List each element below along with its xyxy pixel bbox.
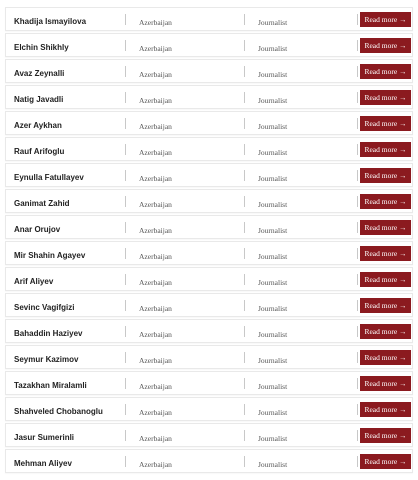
column-divider	[244, 430, 245, 441]
column-divider	[244, 92, 245, 103]
person-role: Journalist	[258, 122, 288, 131]
column-divider	[125, 352, 126, 363]
column-divider	[357, 456, 358, 467]
person-name: Rauf Arifoglu	[14, 147, 65, 156]
person-role: Journalist	[258, 382, 288, 391]
column-divider	[357, 92, 358, 103]
column-divider	[357, 430, 358, 441]
column-divider	[357, 40, 358, 51]
list-item	[5, 293, 413, 317]
person-name: Eynulla Fatullayev	[14, 173, 84, 182]
column-divider	[125, 326, 126, 337]
read-more-button[interactable]: Read more →	[360, 350, 411, 365]
column-divider	[244, 66, 245, 77]
column-divider	[357, 66, 358, 77]
read-more-button[interactable]: Read more →	[360, 142, 411, 157]
column-divider	[125, 92, 126, 103]
read-more-button[interactable]: Read more →	[360, 298, 411, 313]
list-item	[5, 33, 413, 57]
column-divider	[244, 196, 245, 207]
person-name: Khadija Ismayilova	[14, 17, 87, 26]
column-divider	[125, 40, 126, 51]
person-role: Journalist	[258, 96, 288, 105]
column-divider	[244, 144, 245, 155]
person-name: Arif Aliyev	[14, 277, 54, 286]
column-divider	[357, 144, 358, 155]
column-divider	[244, 248, 245, 259]
person-country: Azerbaijan	[139, 44, 172, 53]
read-more-button[interactable]: Read more →	[360, 402, 411, 417]
list-item	[5, 397, 413, 421]
list-item	[5, 59, 413, 83]
person-country: Azerbaijan	[139, 252, 172, 261]
person-country: Azerbaijan	[139, 278, 172, 287]
person-name: Mehman Aliyev	[14, 459, 72, 468]
person-country: Azerbaijan	[139, 434, 172, 443]
read-more-button[interactable]: Read more →	[360, 428, 411, 443]
person-name: Shahveled Chobanoglu	[14, 407, 103, 416]
person-country: Azerbaijan	[139, 96, 172, 105]
column-divider	[125, 430, 126, 441]
column-divider	[357, 248, 358, 259]
read-more-button[interactable]: Read more →	[360, 38, 411, 53]
column-divider	[244, 326, 245, 337]
person-name: Anar Orujov	[14, 225, 61, 234]
person-country: Azerbaijan	[139, 226, 172, 235]
people-list	[5, 7, 413, 475]
person-name: Mir Shahin Agayev	[14, 251, 86, 260]
column-divider	[244, 352, 245, 363]
list-item	[5, 319, 413, 343]
person-name: Natig Javadli	[14, 95, 64, 104]
person-country: Azerbaijan	[139, 70, 172, 79]
read-more-button[interactable]: Read more →	[360, 272, 411, 287]
column-divider	[125, 170, 126, 181]
person-role: Journalist	[258, 70, 288, 79]
person-name: Tazakhan Miralamli	[14, 381, 87, 390]
person-role: Journalist	[258, 200, 288, 209]
column-divider	[125, 66, 126, 77]
read-more-button[interactable]: Read more →	[360, 324, 411, 339]
person-name: Sevinc Vagifgizi	[14, 303, 75, 312]
column-divider	[357, 196, 358, 207]
list-item	[5, 345, 413, 369]
person-role: Journalist	[258, 330, 288, 339]
person-role: Journalist	[258, 356, 288, 365]
list-item	[5, 241, 413, 265]
person-country: Azerbaijan	[139, 382, 172, 391]
column-divider	[357, 326, 358, 337]
column-divider	[244, 118, 245, 129]
list-item	[5, 371, 413, 395]
read-more-button[interactable]: Read more →	[360, 168, 411, 183]
person-name: Avaz Zeynalli	[14, 69, 65, 78]
column-divider	[357, 378, 358, 389]
list-item	[5, 163, 413, 187]
column-divider	[125, 144, 126, 155]
read-more-button[interactable]: Read more →	[360, 246, 411, 261]
column-divider	[244, 274, 245, 285]
person-country: Azerbaijan	[139, 304, 172, 313]
person-role: Journalist	[258, 460, 288, 469]
list-item	[5, 111, 413, 135]
person-role: Journalist	[258, 434, 288, 443]
column-divider	[125, 274, 126, 285]
column-divider	[357, 170, 358, 181]
read-more-button[interactable]: Read more →	[360, 64, 411, 79]
column-divider	[244, 300, 245, 311]
person-name: Ganimat Zahid	[14, 199, 70, 208]
column-divider	[357, 300, 358, 311]
read-more-button[interactable]: Read more →	[360, 116, 411, 131]
read-more-button[interactable]: Read more →	[360, 454, 411, 469]
column-divider	[244, 14, 245, 25]
person-country: Azerbaijan	[139, 122, 172, 131]
list-item	[5, 449, 413, 473]
column-divider	[244, 222, 245, 233]
list-item	[5, 423, 413, 447]
person-country: Azerbaijan	[139, 356, 172, 365]
column-divider	[125, 118, 126, 129]
column-divider	[357, 118, 358, 129]
list-item	[5, 137, 413, 161]
column-divider	[244, 378, 245, 389]
read-more-button[interactable]: Read more →	[360, 220, 411, 235]
person-role: Journalist	[258, 148, 288, 157]
column-divider	[357, 404, 358, 415]
person-name: Jasur Sumerinli	[14, 433, 75, 442]
person-country: Azerbaijan	[139, 330, 172, 339]
person-role: Journalist	[258, 226, 288, 235]
list-item	[5, 215, 413, 239]
list-item	[5, 189, 413, 213]
column-divider	[125, 378, 126, 389]
person-name: Azer Aykhan	[14, 121, 62, 130]
list-item	[5, 85, 413, 109]
person-country: Azerbaijan	[139, 18, 172, 27]
column-divider	[357, 352, 358, 363]
column-divider	[357, 274, 358, 285]
column-divider	[244, 456, 245, 467]
read-more-button[interactable]: Read more →	[360, 12, 411, 27]
column-divider	[125, 14, 126, 25]
person-country: Azerbaijan	[139, 148, 172, 157]
person-role: Journalist	[258, 408, 288, 417]
column-divider	[125, 196, 126, 207]
person-name: Bahaddin Haziyev	[14, 329, 83, 338]
column-divider	[125, 222, 126, 233]
person-country: Azerbaijan	[139, 460, 172, 469]
person-role: Journalist	[258, 252, 288, 261]
read-more-button[interactable]: Read more →	[360, 376, 411, 391]
list-item	[5, 267, 413, 291]
column-divider	[357, 222, 358, 233]
column-divider	[125, 404, 126, 415]
column-divider	[125, 300, 126, 311]
person-name: Elchin Shikhly	[14, 43, 69, 52]
list-item	[5, 7, 413, 31]
read-more-button[interactable]: Read more →	[360, 194, 411, 209]
person-country: Azerbaijan	[139, 408, 172, 417]
person-country: Azerbaijan	[139, 200, 172, 209]
person-role: Journalist	[258, 44, 288, 53]
person-role: Journalist	[258, 304, 288, 313]
person-country: Azerbaijan	[139, 174, 172, 183]
column-divider	[357, 14, 358, 25]
column-divider	[125, 456, 126, 467]
read-more-button[interactable]: Read more →	[360, 90, 411, 105]
column-divider	[244, 170, 245, 181]
person-name: Seymur Kazimov	[14, 355, 79, 364]
person-role: Journalist	[258, 174, 288, 183]
column-divider	[125, 248, 126, 259]
column-divider	[244, 404, 245, 415]
person-role: Journalist	[258, 18, 288, 27]
person-role: Journalist	[258, 278, 288, 287]
column-divider	[244, 40, 245, 51]
